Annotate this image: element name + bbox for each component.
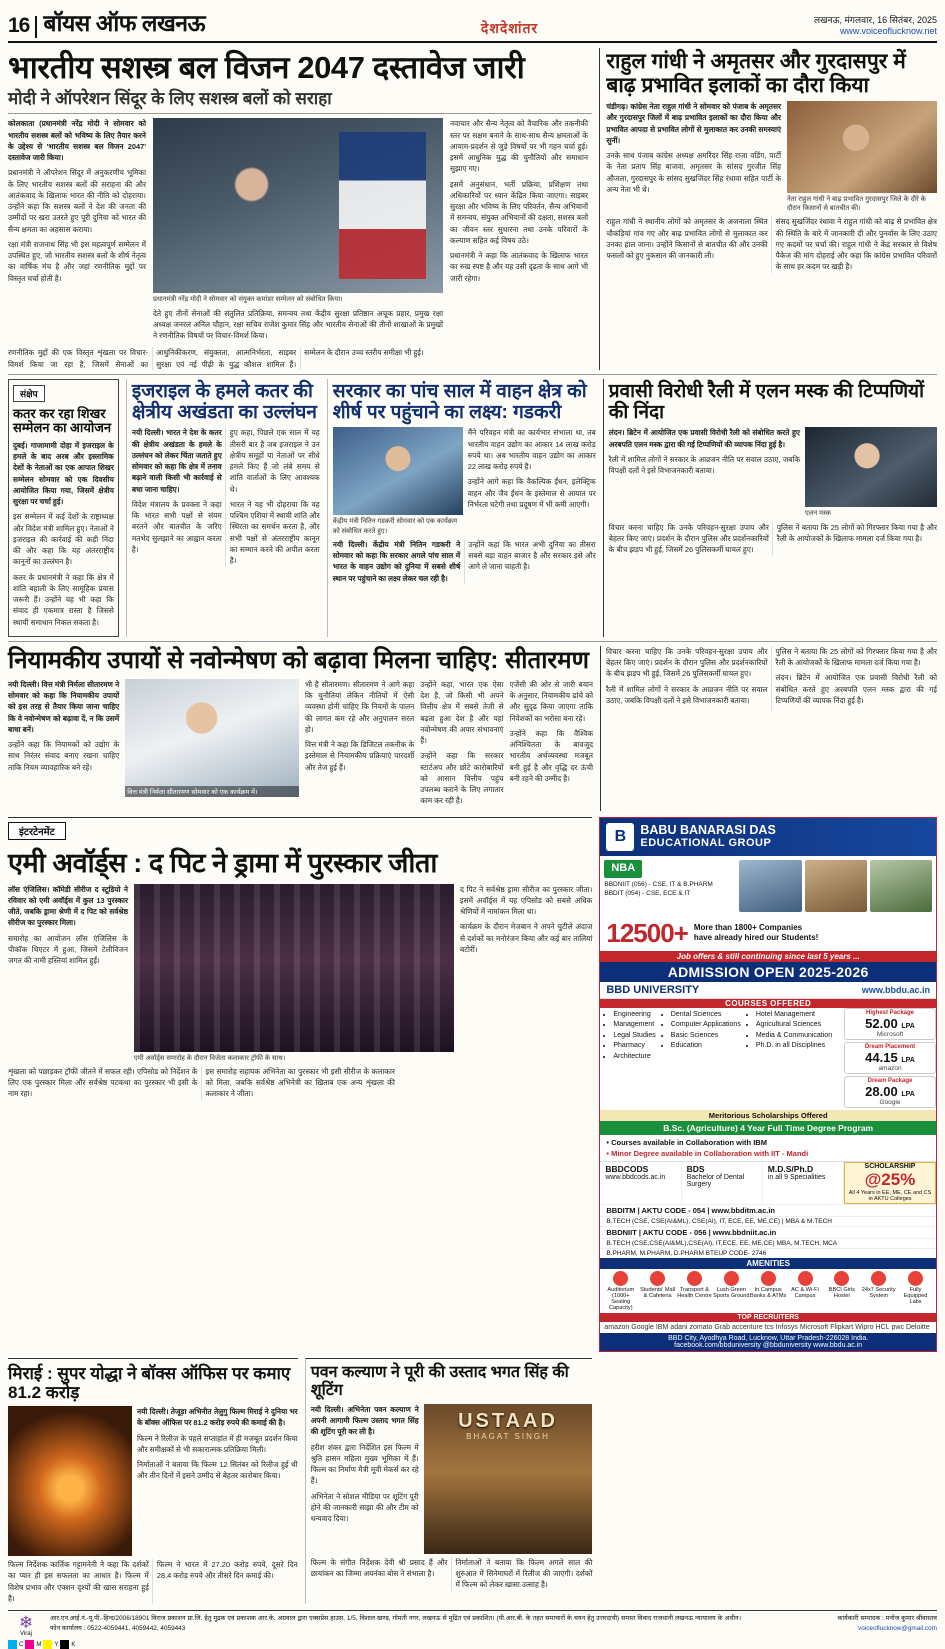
color-registration-marks: C M Y K [8, 1640, 937, 1649]
publisher-logo-label: Viraj [20, 1631, 32, 1638]
page-footer [8, 1610, 937, 1637]
ustaad-poster-subtitle: BHAGAT SINGH [466, 1431, 550, 1441]
amenity-item: Lush Green Sports Ground [713, 1271, 750, 1311]
ad-brand-sub: EDUCATIONAL GROUP [640, 837, 772, 850]
ad-spacer [599, 1358, 937, 1604]
amenity-item: Transport & Health Centre [676, 1271, 713, 1311]
pawan-headline: पवन कल्याण ने पूरी की उस्ताद भगत सिंह की शूटिंग [310, 1364, 569, 1400]
masthead-right [814, 15, 937, 38]
gadkari-photo [333, 427, 463, 515]
brief-label: संक्षेप [13, 385, 45, 402]
entertainment-band [8, 817, 937, 1353]
paper-name: बॉयस ऑफ लखनऊ [43, 10, 206, 36]
ad-campus-photos [739, 860, 932, 912]
gadkari-story: सरकार का पांच साल में वाहन क्षेत्र को शीर्ष पर पहुंचाने का लक्ष्य: गडकरी केंद्रीय मंत्री नितिन गडकरी सोमवार को एक कार्यक्रम को संबोधित करते हुए। मैंने परिवहन मंत्री का कार्यभार संभाला था, तब भारतीय वाहन उद्योग का आकार 14 लाख करोड़ रुपये था। अब भारतीय वाहन उद्योग का आकार 22 लाख करोड़ रुपये है। उन्होंने आगे कहा कि वैकल्पिक ईंधन, इलेक्ट्रिक वाहन और जैव ईंधन के इस्तेमाल से आयात पर निर्भरता घटेगी तथा प्रदूषण में भी कमी आएगी। नयी दिल्ली। केंद्रीय मंत्री नितिन गडकरी ने सोमवार को कहा कि सरकार अगले पांच साल में भारत के वाहन उद्योग को दुनिया में सबसे शीर्ष स्थान पर पहुंचाने का लक्ष्य लेकर चल रही है। उन्होंने कहा कि भारत अभी दुनिया का तीसरा सबसे बड़ा वाहन बाजार है और सरकार इसे और आगे ले जाना चाहती है। [327, 379, 596, 637]
sitharaman-col-4: एजेंसी की ओर से जारी बयान के अनुसार, नियामकीय ढांचे को और सुदृढ़ किया जाएगा ताकि निवेशकों का भरोसा बना रहे। उन्होंने कहा कि वैश्विक अनिश्चितता के बावजूद भारतीय अर्थव्यवस्था मजबूत बनी हुई है और वृद्धि दर ऊंची बनी रहने की उम्मीद है। [509, 679, 593, 783]
ad-amenities-title: AMENITIES [600, 1258, 936, 1269]
contact-email[interactable]: voiceoflucknow@gmail.com [858, 1624, 937, 1632]
ad-code-line-4: B.TECH (CSE,CSE(AI&ML),CSE(AI), IT,ECE, EE, ME,CE) MBA, M.TECH, MCA [600, 1238, 936, 1248]
rahul-headline: राहुल गांधी ने अमृतसर और गुरदासपुर में बाढ़ प्रभावित इलाकों का दौरा किया [606, 50, 906, 97]
sitharaman-photo-block [125, 679, 299, 811]
ad-amenities-list [600, 1269, 936, 1313]
musk-headline: प्रवासी विरोधी रैली में एलन मस्क की टिप्पणियों की निंदा [608, 380, 924, 424]
ad-address: BBD City, Ayodhya Road, Lucknow, Uttar Pradesh-226028 India. [668, 1335, 869, 1343]
package-card: Highest Package 52.00 LPA Microsoft [844, 1008, 936, 1040]
musk-photo-caption: एलन मस्क [805, 510, 831, 518]
ad-college-bds: BDS Bachelor of Dental Surgery [682, 1162, 763, 1204]
ad-accreditation [604, 860, 735, 912]
emmy-photo-caption: एमी अवॉर्ड्स समारोह के दौरान विजेता कलाकार ट्रॉफी के साथ। [134, 1054, 286, 1062]
recruiter-logo: zomato [689, 1324, 713, 1332]
pawan-col-1: नयी दिल्ली। अभिनेता पवन कल्याण ने अपनी आगामी फिल्म उस्ताद भगत सिंह की शूटिंग पूरी कर ली है। हरीश शंकर द्वारा निर्देशित इस फिल्म में श्रुति हासन महिला मुख्य भूमिका में हैं। फिल्म का निर्माण मैत्री मूवी मेकर्स कर रहे हैं। अभिनेता ने सोशल मीडिया पर शूटिंग पूरी होने की जानकारी साझा की और टीम को धन्यवाद दिया। [310, 1404, 419, 1524]
ad-social[interactable]: facebook.com/bbduniversity @bbduniversity www.bbdu.ac.in [674, 1342, 863, 1350]
sitharaman-story [8, 646, 593, 811]
rahul-col-1: चंडीगढ़। कांग्रेस नेता राहुल गांधी ने सोमवार को पंजाब के अमृतसर और गुरदासपुर जिलों में बाढ़ प्रभावित इलाकों का दौरा किया और प्रभावित आपदा से प्रभावित लोगों से मुलाकात कर उनकी समस्याएं सुनीं। उनके साथ पंजाब कांग्रेस अध्यक्ष अमरिंदर सिंह राजा वडिंग, पार्टी के नेता प्रताप सिंह बाजवा, अमृतसर के सांसद गुरजीत सिंह औजला, गुरदासपुर के सांसद सुखजिंदर सिंह रंधावा सहित पार्टी के अन्य नेता भी थे। [606, 102, 781, 194]
second-band [8, 379, 937, 637]
recruiter-logo: HCL [875, 1324, 890, 1332]
package-card: Dream Package 28.00 LPA Google [844, 1076, 936, 1108]
ad-scholarship-box: SCHOLARSHIP @25% All 4 Years in EE, ME, CE and CS in AKTU Colleges [844, 1162, 936, 1204]
rahul-column: राहुल गांधी ने अमृतसर और गुरदासपुर में बाढ़ प्रभावित इलाकों का दौरा किया चंडीगढ़। कांग्रेस नेता राहुल गांधी ने सोमवार को पंजाब के अमृतसर और गुरदासपुर जिलों में बाढ़ प्रभावित इलाकों का दौरा किया और प्रभावित आपदा से प्रभावित लोगों से मुलाकात कर उनकी समस्याएं सुनीं। उनके साथ पंजाब कांग्रेस अध्यक्ष अमरिंदर सिंह राजा वडिंग, पार्टी के नेता प्रताप सिंह बाजवा, अमृतसर के सांसद गुरजीत सिंह औजला, गुरदासपुर के सांसद सुखजिंदर सिंह रंधावा सहित पार्टी के अन्य नेता भी थे। नेता राहुल गांधी ने बाढ़ प्रभावित गुरदासपुर जिले के दौरे के दौरान किसानों से बातचीत की। राहुल गांधी ने स्थानीय लोगों को अमृतसर के अजनाला स्थित चौकड़ियां गांव गए और बाढ़ प्रभावित लोगों से मुलाकात कर उनका हाल जाना। उन्होंने किसानों से बातचीत की और उनकी फसलों को हुए नुकसान की जानकारी ली। संसद सुखजिंदर रंधावा ने राहुल गांधी को बाढ़ से प्रभावित क्षेत्र की स्थिति के बारे में जानकारी दी और पुनर्वास के लिए उठाए गए कदमों पर चर्चा की। राहुल गांधी ने केंद्र सरकार से विशेष पैकेज की मांग दोहराई और कहा कि कांग्रेस प्रभावित परिवारों के साथ हर कदम पर खड़ी है। [599, 48, 937, 370]
amenity-item: In Campus Banks & ATMs [750, 1271, 787, 1311]
ad-code-1: BBDNIIT (056) - CSE, IT & B.PHARM [604, 880, 713, 888]
ad-courses-mid: • Dental Sciences • Computer Applications • Basic Sciences • Education [662, 1010, 741, 1063]
amenity-item: Students' Mall & Cafeteria [639, 1271, 676, 1311]
ad-code-2: BBDIT (054) - CSE, ECE & IT [604, 889, 691, 897]
masthead-left [8, 6, 205, 38]
ustaad-poster-title: USTAAD [458, 1409, 558, 1432]
ustaad-poster [424, 1404, 593, 1554]
ad-recruiters-title: TOP RECRUITERS [600, 1313, 936, 1322]
emmy-col-3: द पिट ने सर्वश्रेष्ठ ड्रामा सीरीज का पुरस्कार जीता। इसमें अवॉर्ड्स में यह एपिसोड को सबसे अधिक श्रेणियों में नामांकन मिला था। कार्यक्रम के दौरान मेजबान ने अपने चुटीले अंदाज से दर्शकों का मनोरंजन किया और कई बार तालियां बटोरीं। [460, 884, 593, 954]
recruiter-logo: pwc [891, 1324, 904, 1332]
amenity-item: AC & Wi-Fi Campus [787, 1271, 824, 1311]
lead-photo-block: प्रधानमंत्री नरेंद्र मोदी ने सोमवार को संयुक्त कमांडर सम्मेलन को संबोधित किया। देते हुए तीनों सेनाओं की संतुलित प्रतिक्रिया, समन्वय तथा केंद्रीय सुरक्षा प्रतिष्ठान अचूक प्रहार, प्रमुख रक्षा अध्यक्ष जनरल अनिल चौहान, रक्षा सचिव राजेश कुमार सिंह और भारतीय सेनाओं की तीनों शाखाओं के प्रमुखों ने रणनीतिक विषयों पर विचार-विमर्श किया। [153, 118, 443, 345]
lotus-icon: ❄ [18, 1613, 34, 1633]
movies-band [8, 1358, 937, 1604]
recruiter-logo: Infosys [775, 1324, 798, 1332]
sitharaman-col-1: नयी दिल्ली। वित्त मंत्री निर्मला सीतारमण ने सोमवार को कहा कि नियामकीय उपायों को इस तरह से तैयार किया जाना चाहिए कि वे नवोन्मेषण को बढ़ावा दें, न कि उसमें बाधा बनें। उन्होंने कहा कि नियामकों को उद्योग के साथ निरंतर संवाद बनाए रखना चाहिए ताकि नियम व्यावहारिक बने रहें। [8, 679, 120, 772]
ustaad-poster-block [424, 1404, 593, 1554]
ad-scholarship-banner: Meritorious Scholarships Offered [600, 1110, 936, 1121]
musk-continued: विचार करना चाहिए कि उनके परिवहन-सुरक्षा उपाय और बेहतर किए जाएं। प्रदर्शन के दौरान पुलिस और प्रदर्शनकारियों के बीच झड़प भी हुई, जिसमें 26 पुलिसकर्मी घायल हुए। रैली में शामिल लोगों ने सरकार के आव्रजन नीति पर सवाल उठाए, जबकि विपक्षी दलों ने इसे विभाजनकारी बताया। पुलिस ने बताया कि 25 लोगों को गिरफ्तार किया गया है और रैली के आयोजकों के खिलाफ मामला दर्ज किया गया है। लंदन। ब्रिटेन में आयोजित एक प्रवासी विरोधी रैली को संबोधित करते हुए अरबपति एलन मस्क द्वारा की गई टिप्पणियों की व्यापक निंदा हुई है। [600, 646, 937, 811]
lead-col-3: नवाचार और सैन्य नेतृत्व को वैचारिक और तकनीकी स्तर पर सक्षम बनाने के साथ-साथ सैन्य क्षमताओं के आयाम-प्रदर्शन से जुड़े विषयों पर भी गहन चर्चा हुई। इसमें आधुनिक युद्ध की चुनौतियों और समाधान सुझाए गए। इसमें अनुसंधान, भर्ती प्रक्रिया, प्रशिक्षण तथा अधिकारियों पर ध्यान केंद्रित किया जाएगा। साइबर सुरक्षा और भविष्य के लिए परिवर्तन, सैन्य अभियानों में समन्वय, संयुक्त अभियानों की दक्षता, सशस्त्र बलों का जीवन स्तर सुधारना तथा उनके परिवारों के कल्याण सहित कई विषय उठे। प्रधानमंत्री ने कहा कि आतंकवाद के खिलाफ भारत का रुख स्पष्ट है और यह उसी दृढ़ता के साथ आगे भी जारी रहेगा। [450, 119, 588, 283]
ad-code-line-3: BBDNIIT | AKTU CODE - 056 | www.bbdniit.ac.in [600, 1226, 936, 1238]
section-name: देशदेशांतर [480, 20, 539, 36]
emmy-col-1: लॉस एंजिलिस। कॉमेडी सीरीज द स्टूडियो ने रविवार को एमी अवॉर्ड्स में कुल 13 पुरस्कार जीते, जबकि ड्रामा श्रेणी में द पिट को सर्वश्रेष्ठ सीरीज का पुरस्कार मिला। समारोह का आयोजन लॉस एंजिलिस के पीकॉक थिएटर में हुआ, जिसमें टेलीविजन जगत की नामी हस्तियां शामिल हुईं। [8, 884, 128, 966]
ad-brand: BABU BANARASI DAS [640, 822, 776, 837]
masthead [8, 6, 937, 43]
ad-header [600, 818, 936, 856]
brief-headline: कतर कर रहा शिखर सम्मेलन का आयोजन [13, 405, 112, 436]
dateline: लखनऊ, मंगलवार, 16 सितंबर, 2025 [814, 14, 937, 25]
lead-col-1: कोलकाता (प्रधानमंत्री नरेंद्र मोदी ने सोमवार को भारतीय सशस्त्र बलों को भविष्य के लिए तैयार करने के उद्देश्य से 'भारतीय सशस्त्र बल विजन 2047' दस्तावेज जारी किया। प्रधानमंत्री ने ऑपरेशन सिंदूर में अनुकरणीय भूमिका के लिए भारतीय सशस्त्र बलों की सराहना की और आतंकवाद के खिलाफ भारत की नीति को दोहराया। उन्होंने कहा कि सशस्त्र बलों ने देश की जनता की उम्मीदों पर खरा उतरते हुए पूरी दुनिया को भारत की सैन्य क्षमता का अहसास कराया। रक्षा मंत्री राजनाथ सिंह भी इस महत्वपूर्ण सम्मेलन में उपस्थित हुए, जो भारतीय सशस्त्र बलों के शीर्ष नेतृत्व का वार्षिक मंच है और जहां रणनीतिक मुद्दों पर विस्तृत चर्चा होती है। [8, 119, 146, 283]
emmy-photo [134, 884, 454, 1052]
mirai-headline: मिराई : सुपर योद्धा ने बॉक्स ऑफिस पर कमाए 81.2 करोड़ [8, 1364, 291, 1403]
ad-college-bbdcods: BBDCODS www.bbdcods.ac.in [600, 1162, 681, 1204]
recruiter-logo: tcs [764, 1324, 774, 1332]
website-url[interactable]: www.voiceoflucknow.net [839, 26, 937, 37]
sitharaman-col-3: उन्होंने कहा, भारत एक ऐसा देश है, जो किसी भी अपने वित्तीय क्षेत्र में सबसे तेजी से बढ़ता हुआ देश है और यहां नवोन्मेषण की अपार संभावनाएं हैं। उन्होंने कहा कि सरकार स्टार्टअप और छोटे कारोबारियों को आसान वित्तीय पहुंच उपलब्ध कराने के लिए लगातार काम कर रही है। [420, 679, 504, 806]
amenity-item: BBCI Girls Hostel [823, 1271, 860, 1311]
pawan-story: पवन कल्याण ने पूरी की उस्ताद भगत सिंह की शूटिंग नयी दिल्ली। अभिनेता पवन कल्याण ने अपनी आगामी फिल्म उस्ताद भगत सिंह की शूटिंग पूरी कर ली है। हरीश शंकर द्वारा निर्देशित इस फिल्म में श्रुति हासन महिला मुख्य भूमिका में हैं। फिल्म का निर्माण मैत्री मूवी मेकर्स कर रहे हैं। अभिनेता ने सोशल मीडिया पर शूटिंग पूरी होने की जानकारी साझा की और टीम को धन्यवाद दिया। USTAAD BHAGAT SINGH फिल्म के संगीत निर्देशक देवी श्री प्रसाद हैं और छायांकन का जिम्मा अयनंका बोस ने संभाला है। निर्माताओं ने बताया कि फिल्म अगले साल की शुरुआत में सिनेमाघरों में रिलीज की जाएगी। दर्शकों में फिल्म को लेकर खासा उत्साह है। [305, 1358, 593, 1604]
ad-courses-left: • Engineering • Management • Legal Studies • Pharmacy • Architecture [604, 1010, 655, 1063]
emmy-photo-block [134, 884, 454, 1063]
ad-recruiters-list [600, 1322, 936, 1333]
lead-column: भारतीय सशस्त्र बल विजन 2047 दस्तावेज जारी मोदी ने ऑपरेशन सिंदूर के लिए सशस्त्र बलों को सराहा कोलकाता (प्रधानमंत्री नरेंद्र मोदी ने सोमवार को भारतीय सशस्त्र बलों को भविष्य के लिए तैयार करने के उद्देश्य से 'भारतीय सशस्त्र बल विजन 2047' दस्तावेज जारी किया। प्रधानमंत्री ने ऑपरेशन सिंदूर में अनुकरणीय भूमिका के लिए भारतीय सशस्त्र बलों की सराहना की और आतंकवाद के खिलाफ भारत की नीति को दोहराया। उन्होंने कहा कि सशस्त्र बलों ने देश की जनता की उम्मीदों पर खरा उतरते हुए पूरी दुनिया को भारत की सैन्य क्षमता का अहसास कराया। रक्षा मंत्री राजनाथ सिंह भी इस महत्वपूर्ण सम्मेलन में उपस्थित हुए, जो भारतीय सशस्त्र बलों के शीर्ष नेतृत्व का वार्षिक मंच है और जहां रणनीतिक मुद्दों पर विस्तृत चर्चा होती है। प्रधानमंत्री नरेंद्र मोदी ने सोमवार को संयुक्त कमांडर सम्मेलन को संबोधित किया। देते हुए तीनों सेनाओं की संतुलित प्रतिक्रिया, समन्वय तथा केंद्रीय सुरक्षा प्रतिष्ठान अचूक प्रहार, प्रमुख रक्षा अध्यक्ष जनरल अनिल चौहान, रक्षा सचिव राजेश कुमार सिंह और भारतीय सेनाओं की तीनों शाखाओं के प्रमुखों ने रणनीतिक विषयों पर विचार-विमर्श किया। नवाचार और सैन्य नेतृत्व को वैचारिक और तकनीकी स्तर पर सक्षम बनाने के साथ-साथ सैन्य क्षमताओं के आयाम-प्रदर्शन से जुड़े विषयों पर भी गहन चर्चा हुई। इसमें आधुनिक युद्ध की चुनौतियों और समाधान सुझाए गए। इसमें अनुसंधान, भर्ती प्रक्रिया, प्रशिक्षण तथा अधिकारियों पर ध्यान केंद्रित किया जाएगा। साइबर सुरक्षा और भविष्य के लिए परिवर्तन, सैन्य अभियानों में समन्वय, संयुक्त अभियानों की दक्षता, सशस्त्र बलों का जीवन स्तर सुधारना तथा उनके परिवारों के कल्याण सहित कई विषय उठे। प्रधानमंत्री ने कहा कि आतंकवाद के खिलाफ भारत का रुख स्पष्ट है और यह उसी दृढ़ता के साथ आगे भी जारी रहेगा। रणनीतिक मुद्दों की एक विस्तृत शृंखला पर विचार-विमर्श किया जा रहा है, जिसमें सेनाओं का आधुनिकीकरण, संयुक्तता, आत्मनिर्भरता, साइबर सुरक्षा एवं नई पीढ़ी के युद्ध कौशल शामिल हैं। सम्मेलन के दौरान उच्च स्तरीय समीक्षा भी हुई। [8, 48, 592, 370]
recruiter-logo: Grab [714, 1324, 730, 1332]
recruiter-logo: adani [670, 1324, 688, 1332]
ad-agriculture-program: B.Sc. (Agriculture) 4 Year Full Time Degree Program [600, 1121, 936, 1135]
amenity-item: 24x7 Security System [860, 1271, 897, 1311]
ad-bullet-1: • Courses available in Collaboration with IBM [606, 1137, 767, 1147]
mirai-poster-block [8, 1406, 132, 1556]
entertainment-headline: एमी अवॉर्ड्स : द पिट ने ड्रामा में पुरस्कार जीता [8, 847, 437, 878]
ad-placement-stat [600, 916, 936, 951]
ad-university-name: BBD UNIVERSITY [606, 983, 700, 996]
sitharaman-photo [125, 679, 299, 797]
amenity-item: Auditorium (1000+ Seating Capacity) [602, 1271, 639, 1311]
ad-admission-banner: ADMISSION OPEN 2025-2026 [600, 962, 936, 982]
recruiter-logo: Deloitte [905, 1324, 930, 1332]
campus-photo-2 [805, 860, 867, 912]
musk-col-1: लंदन। ब्रिटेन में आयोजित एक प्रवासी विरोधी रैली को संबोधित करते हुए अरबपति एलन मस्क द्वारा की गई टिप्पणियों की व्यापक निंदा हुई है। रैली में शामिल लोगों ने सरकार के आव्रजन नीति पर सवाल उठाए, जबकि विपक्षी दलों ने इसे विभाजनकारी बताया। [608, 428, 800, 476]
gadkari-headline: सरकार का पांच साल में वाहन क्षेत्र को शीर्ष पर पहुंचाने का लक्ष्य: गडकरी [332, 380, 587, 424]
campus-photo-1 [739, 860, 801, 912]
lead-subhead: मोदी ने ऑपरेशन सिंदूर के लिए सशस्त्र बलों को सराहा [8, 86, 592, 114]
lead-photo-caption: प्रधानमंत्री नरेंद्र मोदी ने सोमवार को संयुक्त कमांडर सम्मेलन को संबोधित किया। [153, 296, 343, 304]
ad-university-url[interactable]: www.bbdu.ac.in [861, 984, 930, 995]
top-section [8, 48, 937, 370]
recruiter-logo: Microsoft [799, 1324, 829, 1332]
lead-headline: भारतीय सशस्त्र बल विजन 2047 दस्तावेज जारी [8, 50, 525, 85]
brief-box [8, 379, 119, 637]
recruiter-logo: IBM [655, 1324, 669, 1332]
recruiter-logo: amazon [604, 1324, 630, 1332]
ad-code-line-1: BBDITM | AKTU CODE - 054 | www.bbditm.ac.in [600, 1204, 936, 1216]
ad-code-line-5: B.PHARM, M.PHARM, D.PHARM BTEUP CODE- 2746 [600, 1248, 936, 1258]
recruiter-logo: Flipkart [830, 1324, 854, 1332]
rahul-photo [787, 101, 937, 193]
israel-headline: इजराइल के हमले कतर की क्षेत्रीय अखंडता का उल्लंघन [131, 380, 317, 424]
ad-courses-right: • Hotel Management • Agricultural Sciences • Media & Communication • Ph.D. in all Disciplines [747, 1010, 832, 1063]
package-card: Dream Placement 44.15 LPA amazon [844, 1042, 936, 1074]
mirai-poster [8, 1406, 132, 1556]
ad-num-line2: have already hired our Students! [693, 933, 819, 943]
bbd-logo-icon: B [606, 823, 634, 851]
ad-code-line-2: B.TECH (CSE, CSE(AI&ML), CSE(AI), IT, ECE, EE, ME,CE) | MBA & M.TECH [600, 1216, 936, 1226]
gadkari-photo-caption: केंद्रीय मंत्री नितिन गडकरी सोमवार को एक कार्यक्रम को संबोधित करते हुए। [332, 518, 458, 535]
gadkari-photo-block [333, 427, 463, 535]
editor-line: कार्यकारी सम्पादक : मनोज कुमार श्रीवास्तव [837, 1615, 937, 1623]
israel-story: इजराइल के हमले कतर की क्षेत्रीय अखंडता का उल्लंघन नयी दिल्ली। भारत ने देश के कतर की क्षेत्रीय अखंडता के हमले के उल्लंघन को लेकर चिंता जताते हुए सोमवार को कहा कि क्षेत्र में तनाव बढ़ाने वाली किसी भी कार्रवाई से बचा जाना चाहिए। विदेश मंत्रालय के प्रवक्ता ने कहा कि भारत सभी पक्षों से संयम बरतने और बातचीत के जरिए मतभेद सुलझाने का आह्वान करता है। हुए कहा, पिछले एक साल में यह तीसरी बार है जब इजराइल ने उन क्षेत्रीय समूहों या नेताओं पर सीधे हमले किए हैं जो लंबे समय से शांति वार्ताओं के लिए आवश्यक थे। भारत ने यह भी दोहराया कि वह पश्चिम एशिया में स्थायी शांति और स्थिरता का समर्थन करता है, और सभी पक्षों से अंतरराष्ट्रीय कानून का सम्मान करने की अपील करता है। [126, 379, 320, 637]
amenity-item: Fully Equipped Labs [897, 1271, 934, 1311]
sitharaman-band [8, 646, 937, 811]
entertainment-tag: इंटरटेनमेंट [8, 822, 66, 840]
ad-big-number: 12500+ [606, 917, 688, 948]
masthead-center [205, 19, 814, 38]
page-number: 16 [8, 14, 30, 37]
entertainment-story: इंटरटेनमेंट एमी अवॉर्ड्स : द पिट ने ड्रामा में पुरस्कार जीता लॉस एंजिलिस। कॉमेडी सीरीज द स्टूडियो ने रविवार को एमी अवॉर्ड्स में कुल 13 पुरस्कार जीते, जबकि ड्रामा श्रेणी में द पिट को सर्वश्रेष्ठ सीरीज का पुरस्कार मिला। समारोह का आयोजन लॉस एंजिलिस के पीकॉक थिएटर में हुआ, जिसमें टेलीविजन जगत की नामी हस्तियां शामिल हुईं। एमी अवॉर्ड्स समारोह के दौरान विजेता कलाकार ट्रॉफी के साथ। द पिट ने सर्वश्रेष्ठ ड्रामा सीरीज का पुरस्कार जीता। इसमें अवॉर्ड्स में यह एपिसोड को सबसे अधिक श्रेणियों में नामांकन मिला था। कार्यक्रम के दौरान मेजबान ने अपने चुटीले अंदाज से दर्शकों का मनोरंजन किया और कई बार तालियां बटोरीं। शृंखला को पछाड़कर ट्रॉफी जीतने में सफल रही। एपिसोड को निर्देशन के लिए एक पुरस्कार मिला और सर्वश्रेष्ठ पटकथा का पुरस्कार भी इसी के नाम रहा। इस समारोह सहायक अभिनेता का पुरस्कार भी इसी सीरीज के कलाकार को मिला, जबकि सर्वश्रेष्ठ अभिनेत्री का खिताब एक अन्य शृंखला की कलाकार ने जीता। [8, 817, 592, 1353]
advertisement[interactable] [599, 817, 937, 1353]
recruiter-logo: Wipro [855, 1324, 874, 1332]
ad-bullet-2: • Minor Degree available in Collaboration with IIT - Mandi [606, 1148, 809, 1158]
sitharaman-col-2: भी है सीतारमण। सीतारमण ने आगे कहा कि चुनौतियां लेकिन नीतियों में ऐसी व्यवस्था होनी चाहिए कि नियमों के पालन की लागत कम रहे और अनुपालन सरल हो। वित्त मंत्री ने कहा कि डिजिटल तकनीक के इस्तेमाल से नियामकीय प्रक्रियाएं पारदर्शी और तेज हुई हैं। [304, 679, 415, 772]
publisher-logo [8, 1614, 44, 1637]
musk-photo [805, 427, 937, 507]
ad-courses-title: COURSES OFFERED [600, 999, 936, 1008]
brief-text: दुबई। गाजामामी दोहा में इजराइल के हमले के बाद अरब और इस्लामिक देशों के नेताओं का एक आपात शिखर सम्मेलन सोमवार को एक दिवसीय आयोजित किया गया, जिसमें क्षेत्रीय सुरक्षा पर चर्चा हुई। इस सम्मेलन में कई देशों के राष्ट्राध्यक्ष और विदेश मंत्री शामिल हुए। नेताओं ने इजराइल की कार्रवाई की कड़ी निंदा की और कहा कि यह अंतरराष्ट्रीय कानूनों का उल्लंघन है। कतर के प्रधानमंत्री ने कहा कि क्षेत्र में शांति बहाली के लिए सामूहिक प्रयास जरूरी हैं। उन्होंने यह भी कहा कि संवाद ही एकमात्र रास्ता है जिससे स्थायी समाधान निकल सकता है। [13, 440, 114, 627]
musk-story: प्रवासी विरोधी रैली में एलन मस्क की टिप्पणियों की निंदा लंदन। ब्रिटेन में आयोजित एक प्रवासी विरोधी रैली को संबोधित करते हुए अरबपति एलन मस्क द्वारा की गई टिप्पणियों की व्यापक निंदा हुई है। रैली में शामिल लोगों ने सरकार के आव्रजन नीति पर सवाल उठाए, जबकि विपक्षी दलों ने इसे विभाजनकारी बताया। एलन मस्क विचार करना चाहिए कि उनके परिवहन-सुरक्षा उपाय और बेहतर किए जाएं। प्रदर्शन के दौरान पुलिस और प्रदर्शनकारियों के बीच झड़प भी हुई, जिसमें 26 पुलिसकर्मी घायल हुए। पुलिस ने बताया कि 25 लोगों को गिरफ्तार किया गया है और रैली के आयोजकों के खिलाफ मामला दर्ज किया गया है। [603, 379, 937, 637]
gadkari-col-2: मैंने परिवहन मंत्री का कार्यभार संभाला था, तब भारतीय वाहन उद्योग का आकार 14 लाख करोड़ रुपये था। अब भारतीय वाहन उद्योग का आकार 22 लाख करोड़ रुपये है। उन्होंने आगे कहा कि वैकल्पिक ईंधन, इलेक्ट्रिक वाहन और जैव ईंधन के इस्तेमाल से आयात पर निर्भरता घटेगी तथा प्रदूषण में भी कमी आएगी। [467, 428, 596, 509]
recruiter-logo: accenture [731, 1324, 763, 1332]
musk-photo-block [805, 427, 937, 518]
rahul-photo-caption: नेता राहुल गांधी ने बाढ़ प्रभावित गुरदासपुर जिले के दौरे के दौरान किसानों से बातचीत की। [787, 196, 926, 213]
lead-photo [153, 118, 443, 293]
ad-since-line: Job offers & still continuing since last 5 years ... [600, 951, 936, 962]
sitharaman-photo-caption: वित्त मंत्री निर्मला सीतारमण सोमवार को एक कार्यक्रम में। [125, 786, 299, 797]
recruiter-logo: Google [631, 1324, 654, 1332]
campus-photo-3 [870, 860, 932, 912]
ad-college-mds: M.D.S/Ph.D in all 9 Specialities [763, 1162, 844, 1204]
ad-packages [844, 1008, 936, 1110]
sitharaman-headline: नियामकीय उपायों से नवोन्मेषण को बढ़ावा मिलना चाहिए: सीतारमण [8, 646, 589, 674]
nba-badge: NBA [604, 860, 642, 878]
mirai-col-1: नयी दिल्ली। तेजूड़ा अभिनीत तेलुगु फिल्म मिराई ने दुनिया भर के बॉक्स ऑफिस पर 81.2 करोड़ रुपये की कमाई की है। फिल्म ने रिलीज के पहले सप्ताहांत में ही मजबूत प्रदर्शन किया और समीक्षकों से भी सकारात्मक प्रतिक्रिया मिली। निर्माताओं ने बताया कि फिल्म 12 सितंबर को रिलीज हुई थी और तीन दिनों में इसने उम्मीद से बेहतर कारोबार किया। [137, 1407, 298, 1481]
mirai-story: मिराई : सुपर योद्धा ने बॉक्स ऑफिस पर कमाए 81.2 करोड़ नयी दिल्ली। तेजूड़ा अभिनीत तेलुगु फिल्म मिराई ने दुनिया भर के बॉक्स ऑफिस पर 81.2 करोड़ रुपये की कमाई की है। फिल्म ने रिलीज के पहले सप्ताहांत में ही मजबूत प्रदर्शन किया और समीक्षकों से भी सकारात्मक प्रतिक्रिया मिली। निर्माताओं ने बताया कि फिल्म 12 सितंबर को रिलीज हुई थी और तीन दिनों में इसने उम्मीद से बेहतर कारोबार किया। फिल्म निर्देशक कार्तिक गट्टामनेनी ने कहा कि दर्शकों का प्यार ही इस सफलता का आधार है। फिल्म में विशेष प्रभाव और एक्शन दृश्यों की खास सराहना हुई है। फिल्म ने भारत में 27.20 करोड़ रुपये, दूसरे दिन 28.4 करोड़ रुपये और तीसरे दिन कमाई की। [8, 1358, 298, 1604]
imprint-text: आर.एन.आई.नं.-यू.पी.-हिन्द/2006/18901 विराज प्रकाशन प्रा.लि. हेतु मुद्रक एवं प्रकाशक आर.के. अग्रवाल द्वारा एक्सप्रेस हाउस, 1/5, विशाल खण्ड, गोमती नगर, लखनऊ से मुद्रित एवं प्रकाशित। (पी.आर.बी. के तहत समाचारों के चयन हेतु उत्तरदायी) समस्त विवाद राजधानी लखनऊ न्यायालय के अधीन। फोन कार्यालय : 0522-4059441, 4059442, 4059443 [50, 1615, 741, 1632]
rahul-photo-block [787, 101, 937, 213]
ad-num-line1: More than 1800+ Companies [693, 923, 803, 933]
